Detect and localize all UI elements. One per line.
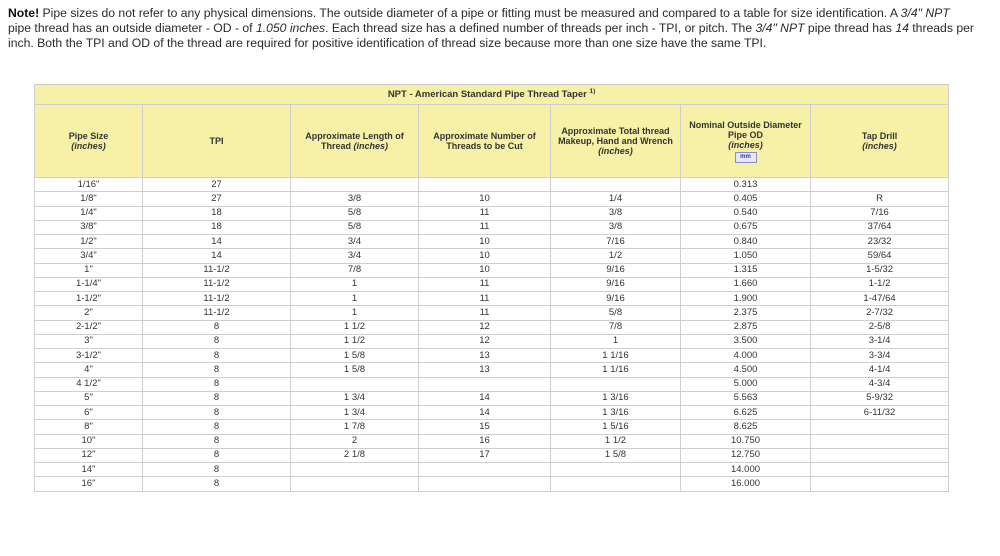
table-row (35, 206, 949, 220)
thread-length-cell: 1 3/4 (291, 406, 419, 420)
pipe-od-cell: 3.500 (681, 334, 811, 348)
table-caption (35, 85, 949, 105)
tpi-cell: 8 (143, 349, 291, 363)
header-unit: (inches) (71, 141, 106, 151)
header-thread-length (291, 105, 419, 178)
header-unit: (inches) (728, 139, 763, 150)
tap-drill-cell (811, 448, 949, 462)
note-paragraph (8, 6, 976, 51)
tpi-cell: 8 (143, 391, 291, 405)
thread-length-cell: 7/8 (291, 263, 419, 277)
thread-makeup-cell: 3/8 (551, 220, 681, 234)
tap-drill-cell: 2-5/8 (811, 320, 949, 334)
note-label: Note! (8, 6, 40, 20)
pipe-od-cell: 5.563 (681, 391, 811, 405)
thread-length-cell: 5/8 (291, 206, 419, 220)
table-row (35, 178, 949, 192)
pipe-od-cell: 1.900 (681, 292, 811, 306)
table-row (35, 363, 949, 377)
tpi-cell: 8 (143, 334, 291, 348)
thread-length-cell: 1 (291, 277, 419, 291)
tpi-cell: 11-1/2 (143, 306, 291, 320)
thread-makeup-cell (551, 377, 681, 391)
pipe-size-cell: 3-1/2" (35, 349, 143, 363)
header-title: Tap Drill (861, 131, 898, 141)
thread-length-cell: 1 7/8 (291, 420, 419, 434)
tap-drill-cell (811, 420, 949, 434)
pipe-size-cell: 5" (35, 391, 143, 405)
tpi-cell: 8 (143, 463, 291, 477)
pipe-size-cell: 3" (35, 334, 143, 348)
thread-makeup-cell: 1 1/16 (551, 349, 681, 363)
thread-makeup-cell: 1 1/16 (551, 363, 681, 377)
thread-length-cell: 1 5/8 (291, 363, 419, 377)
tap-drill-cell (811, 463, 949, 477)
thread-makeup-cell: 9/16 (551, 263, 681, 277)
table-row (35, 220, 949, 234)
pipe-od-cell: 10.750 (681, 434, 811, 448)
pipe-size-cell: 12" (35, 448, 143, 462)
thread-makeup-cell: 7/8 (551, 320, 681, 334)
table-row (35, 406, 949, 420)
tap-drill-cell: 3-1/4 (811, 334, 949, 348)
pipe-size-cell: 6" (35, 406, 143, 420)
table-row (35, 448, 949, 462)
thread-length-cell: 3/4 (291, 235, 419, 249)
header-pipe-size (35, 105, 143, 178)
thread-makeup-cell: 1/4 (551, 192, 681, 206)
pipe-od-cell: 14.000 (681, 463, 811, 477)
threads-to-cut-cell: 11 (419, 206, 551, 220)
thread-makeup-cell: 1 3/16 (551, 406, 681, 420)
tap-drill-cell: 1-47/64 (811, 292, 949, 306)
threads-to-cut-cell: 16 (419, 434, 551, 448)
tap-drill-cell: 7/16 (811, 206, 949, 220)
thread-makeup-cell: 7/16 (551, 235, 681, 249)
threads-to-cut-cell (419, 377, 551, 391)
header-tap-drill (811, 105, 949, 178)
thread-makeup-cell (551, 463, 681, 477)
table-body (35, 178, 949, 492)
tap-drill-cell: 37/64 (811, 220, 949, 234)
tpi-cell: 14 (143, 235, 291, 249)
thread-makeup-cell: 1 (551, 334, 681, 348)
tap-drill-cell: 1-1/2 (811, 277, 949, 291)
threads-to-cut-cell: 10 (419, 249, 551, 263)
pipe-od-cell: 0.313 (681, 178, 811, 192)
pipe-size-cell: 3/8" (35, 220, 143, 234)
table-row (35, 334, 949, 348)
thread-makeup-cell: 1 1/2 (551, 434, 681, 448)
tpi-cell: 8 (143, 434, 291, 448)
header-unit: (inches) (862, 141, 897, 151)
pipe-od-cell: 0.675 (681, 220, 811, 234)
threads-to-cut-cell: 14 (419, 391, 551, 405)
pipe-size-cell: 10" (35, 434, 143, 448)
thread-length-cell: 3/4 (291, 249, 419, 263)
tap-drill-cell: 2-7/32 (811, 306, 949, 320)
threads-to-cut-cell: 10 (419, 192, 551, 206)
tap-drill-cell: 1-5/32 (811, 263, 949, 277)
threads-to-cut-cell (419, 463, 551, 477)
pipe-size-cell: 1" (35, 263, 143, 277)
pipe-size-cell: 4 1/2" (35, 377, 143, 391)
header-title: TPI (209, 136, 224, 146)
tap-drill-cell (811, 178, 949, 192)
tap-drill-cell: R (811, 192, 949, 206)
header-tpi (143, 105, 291, 178)
tap-drill-cell: 5-9/32 (811, 391, 949, 405)
pipe-size-cell: 3/4" (35, 249, 143, 263)
table-row (35, 377, 949, 391)
npt-table-container (34, 84, 948, 492)
table-row (35, 391, 949, 405)
threads-to-cut-cell (419, 178, 551, 192)
note-text: pipe thread has (804, 21, 896, 35)
pipe-size-cell: 4" (35, 363, 143, 377)
note-text: threads per inch. Both the TPI and OD of the thread are required for positive identification of thread size because more than one size have the same TPI. (8, 21, 974, 50)
table-row (35, 320, 949, 334)
thread-makeup-cell: 1 5/16 (551, 420, 681, 434)
pipe-od-cell: 1.660 (681, 277, 811, 291)
thread-length-cell (291, 477, 419, 491)
pipe-size-cell: 1/16" (35, 178, 143, 192)
pipe-size-cell: 8" (35, 420, 143, 434)
thread-length-cell (291, 463, 419, 477)
table-row (35, 249, 949, 263)
threads-to-cut-cell: 12 (419, 320, 551, 334)
header-title: Approximate Length of Thread (305, 131, 404, 151)
threads-to-cut-cell: 10 (419, 235, 551, 249)
table-header-row (35, 105, 949, 178)
tpi-cell: 8 (143, 477, 291, 491)
thread-makeup-cell: 9/16 (551, 292, 681, 306)
note-text: pipe thread has an outside diameter - OD - of (8, 21, 256, 35)
pipe-od-cell: 12.750 (681, 448, 811, 462)
pipe-od-cell: 1.315 (681, 263, 811, 277)
thread-makeup-cell: 3/8 (551, 206, 681, 220)
thread-makeup-cell (551, 178, 681, 192)
thread-length-cell: 1 (291, 306, 419, 320)
header-title: Nominal Outside Diameter Pipe OD (689, 119, 802, 140)
note-emphasis: 1.050 inches (255, 21, 326, 35)
threads-to-cut-cell: 12 (419, 334, 551, 348)
thread-length-cell: 3/8 (291, 192, 419, 206)
tpi-cell: 11-1/2 (143, 292, 291, 306)
thread-length-cell (291, 377, 419, 391)
threads-to-cut-cell: 11 (419, 306, 551, 320)
threads-to-cut-cell (419, 477, 551, 491)
header-unit: (inches) (353, 141, 389, 151)
pipe-size-cell: 2-1/2" (35, 320, 143, 334)
thread-makeup-cell: 1/2 (551, 249, 681, 263)
tpi-cell: 8 (143, 448, 291, 462)
pipe-od-cell: 2.875 (681, 320, 811, 334)
tpi-cell: 14 (143, 249, 291, 263)
note-text: Pipe sizes do not refer to any physical dimensions. The outside diameter of a pipe or fitting must be measured and compared to a table for size identification. A (39, 6, 901, 20)
tap-drill-cell: 23/32 (811, 235, 949, 249)
tap-drill-cell: 4-1/4 (811, 363, 949, 377)
threads-to-cut-cell: 13 (419, 363, 551, 377)
pipe-size-cell: 1/4" (35, 206, 143, 220)
thread-length-cell (291, 178, 419, 192)
tap-drill-cell: 4-3/4 (811, 377, 949, 391)
pipe-od-cell: 8.625 (681, 420, 811, 434)
table-row (35, 235, 949, 249)
pipe-od-cell: 4.500 (681, 363, 811, 377)
table-row (35, 277, 949, 291)
pipe-size-cell: 16" (35, 477, 143, 491)
thread-makeup-cell: 1 3/16 (551, 391, 681, 405)
pipe-size-cell: 2" (35, 306, 143, 320)
threads-to-cut-cell: 10 (419, 263, 551, 277)
threads-to-cut-cell: 17 (419, 448, 551, 462)
tpi-cell: 18 (143, 206, 291, 220)
threads-to-cut-cell: 11 (419, 292, 551, 306)
tap-drill-cell: 6-11/32 (811, 406, 949, 420)
header-thread-makeup (551, 105, 681, 178)
note-text: . Each thread size has a defined number of threads per inch - TPI, or pitch. The (325, 21, 756, 35)
thread-length-cell: 5/8 (291, 220, 419, 234)
table-row (35, 463, 949, 477)
table-row (35, 477, 949, 491)
mm-unit-button[interactable]: mm (735, 152, 757, 163)
pipe-size-cell: 1-1/4" (35, 277, 143, 291)
table-caption-row (35, 85, 949, 105)
tpi-cell: 8 (143, 406, 291, 420)
thread-length-cell: 2 (291, 434, 419, 448)
tap-drill-cell: 3-3/4 (811, 349, 949, 363)
table-row (35, 420, 949, 434)
table-caption-footnote: 1) (589, 88, 596, 96)
tpi-cell: 11-1/2 (143, 277, 291, 291)
tpi-cell: 8 (143, 377, 291, 391)
threads-to-cut-cell: 11 (419, 220, 551, 234)
thread-makeup-cell: 9/16 (551, 277, 681, 291)
header-title: Approximate Total thread Makeup, Hand and Wrench (558, 126, 673, 146)
thread-length-cell: 1 5/8 (291, 349, 419, 363)
tap-drill-cell (811, 434, 949, 448)
tap-drill-cell: 59/64 (811, 249, 949, 263)
pipe-size-cell: 1/2" (35, 235, 143, 249)
header-threads-to-cut (419, 105, 551, 178)
tpi-cell: 27 (143, 178, 291, 192)
table-row (35, 306, 949, 320)
table-row (35, 349, 949, 363)
note-emphasis: 3/4" NPT (900, 6, 950, 20)
pipe-od-cell: 0.540 (681, 206, 811, 220)
npt-table (34, 84, 949, 492)
note-emphasis: 3/4" NPT (755, 21, 805, 35)
tpi-cell: 8 (143, 320, 291, 334)
pipe-size-cell: 14" (35, 463, 143, 477)
threads-to-cut-cell: 15 (419, 420, 551, 434)
pipe-size-cell: 1/8" (35, 192, 143, 206)
header-pipe-od (681, 105, 811, 178)
header-title: Pipe Size (68, 131, 109, 141)
pipe-od-cell: 6.625 (681, 406, 811, 420)
table-row (35, 292, 949, 306)
tpi-cell: 11-1/2 (143, 263, 291, 277)
tpi-cell: 27 (143, 192, 291, 206)
thread-length-cell: 1 3/4 (291, 391, 419, 405)
thread-length-cell: 1 1/2 (291, 334, 419, 348)
table-row (35, 192, 949, 206)
thread-makeup-cell: 5/8 (551, 306, 681, 320)
threads-to-cut-cell: 13 (419, 349, 551, 363)
pipe-od-cell: 2.375 (681, 306, 811, 320)
tpi-cell: 8 (143, 420, 291, 434)
table-row (35, 263, 949, 277)
note-emphasis: 14 (895, 21, 909, 35)
pipe-od-cell: 0.405 (681, 192, 811, 206)
tpi-cell: 18 (143, 220, 291, 234)
table-row (35, 434, 949, 448)
tap-drill-cell (811, 477, 949, 491)
threads-to-cut-cell: 11 (419, 277, 551, 291)
pipe-od-cell: 1.050 (681, 249, 811, 263)
header-title: Approximate Number of Threads to be Cut (433, 131, 536, 151)
pipe-od-cell: 5.000 (681, 377, 811, 391)
thread-length-cell: 1 1/2 (291, 320, 419, 334)
pipe-od-cell: 0.840 (681, 235, 811, 249)
thread-makeup-cell (551, 477, 681, 491)
pipe-od-cell: 16.000 (681, 477, 811, 491)
thread-length-cell: 1 (291, 292, 419, 306)
thread-makeup-cell: 1 5/8 (551, 448, 681, 462)
threads-to-cut-cell: 14 (419, 406, 551, 420)
pipe-od-cell: 4.000 (681, 349, 811, 363)
tpi-cell: 8 (143, 363, 291, 377)
table-caption-text: NPT - American Standard Pipe Thread Taper (387, 89, 587, 101)
thread-length-cell: 2 1/8 (291, 448, 419, 462)
header-unit: (inches) (598, 146, 633, 156)
pipe-size-cell: 1-1/2" (35, 292, 143, 306)
